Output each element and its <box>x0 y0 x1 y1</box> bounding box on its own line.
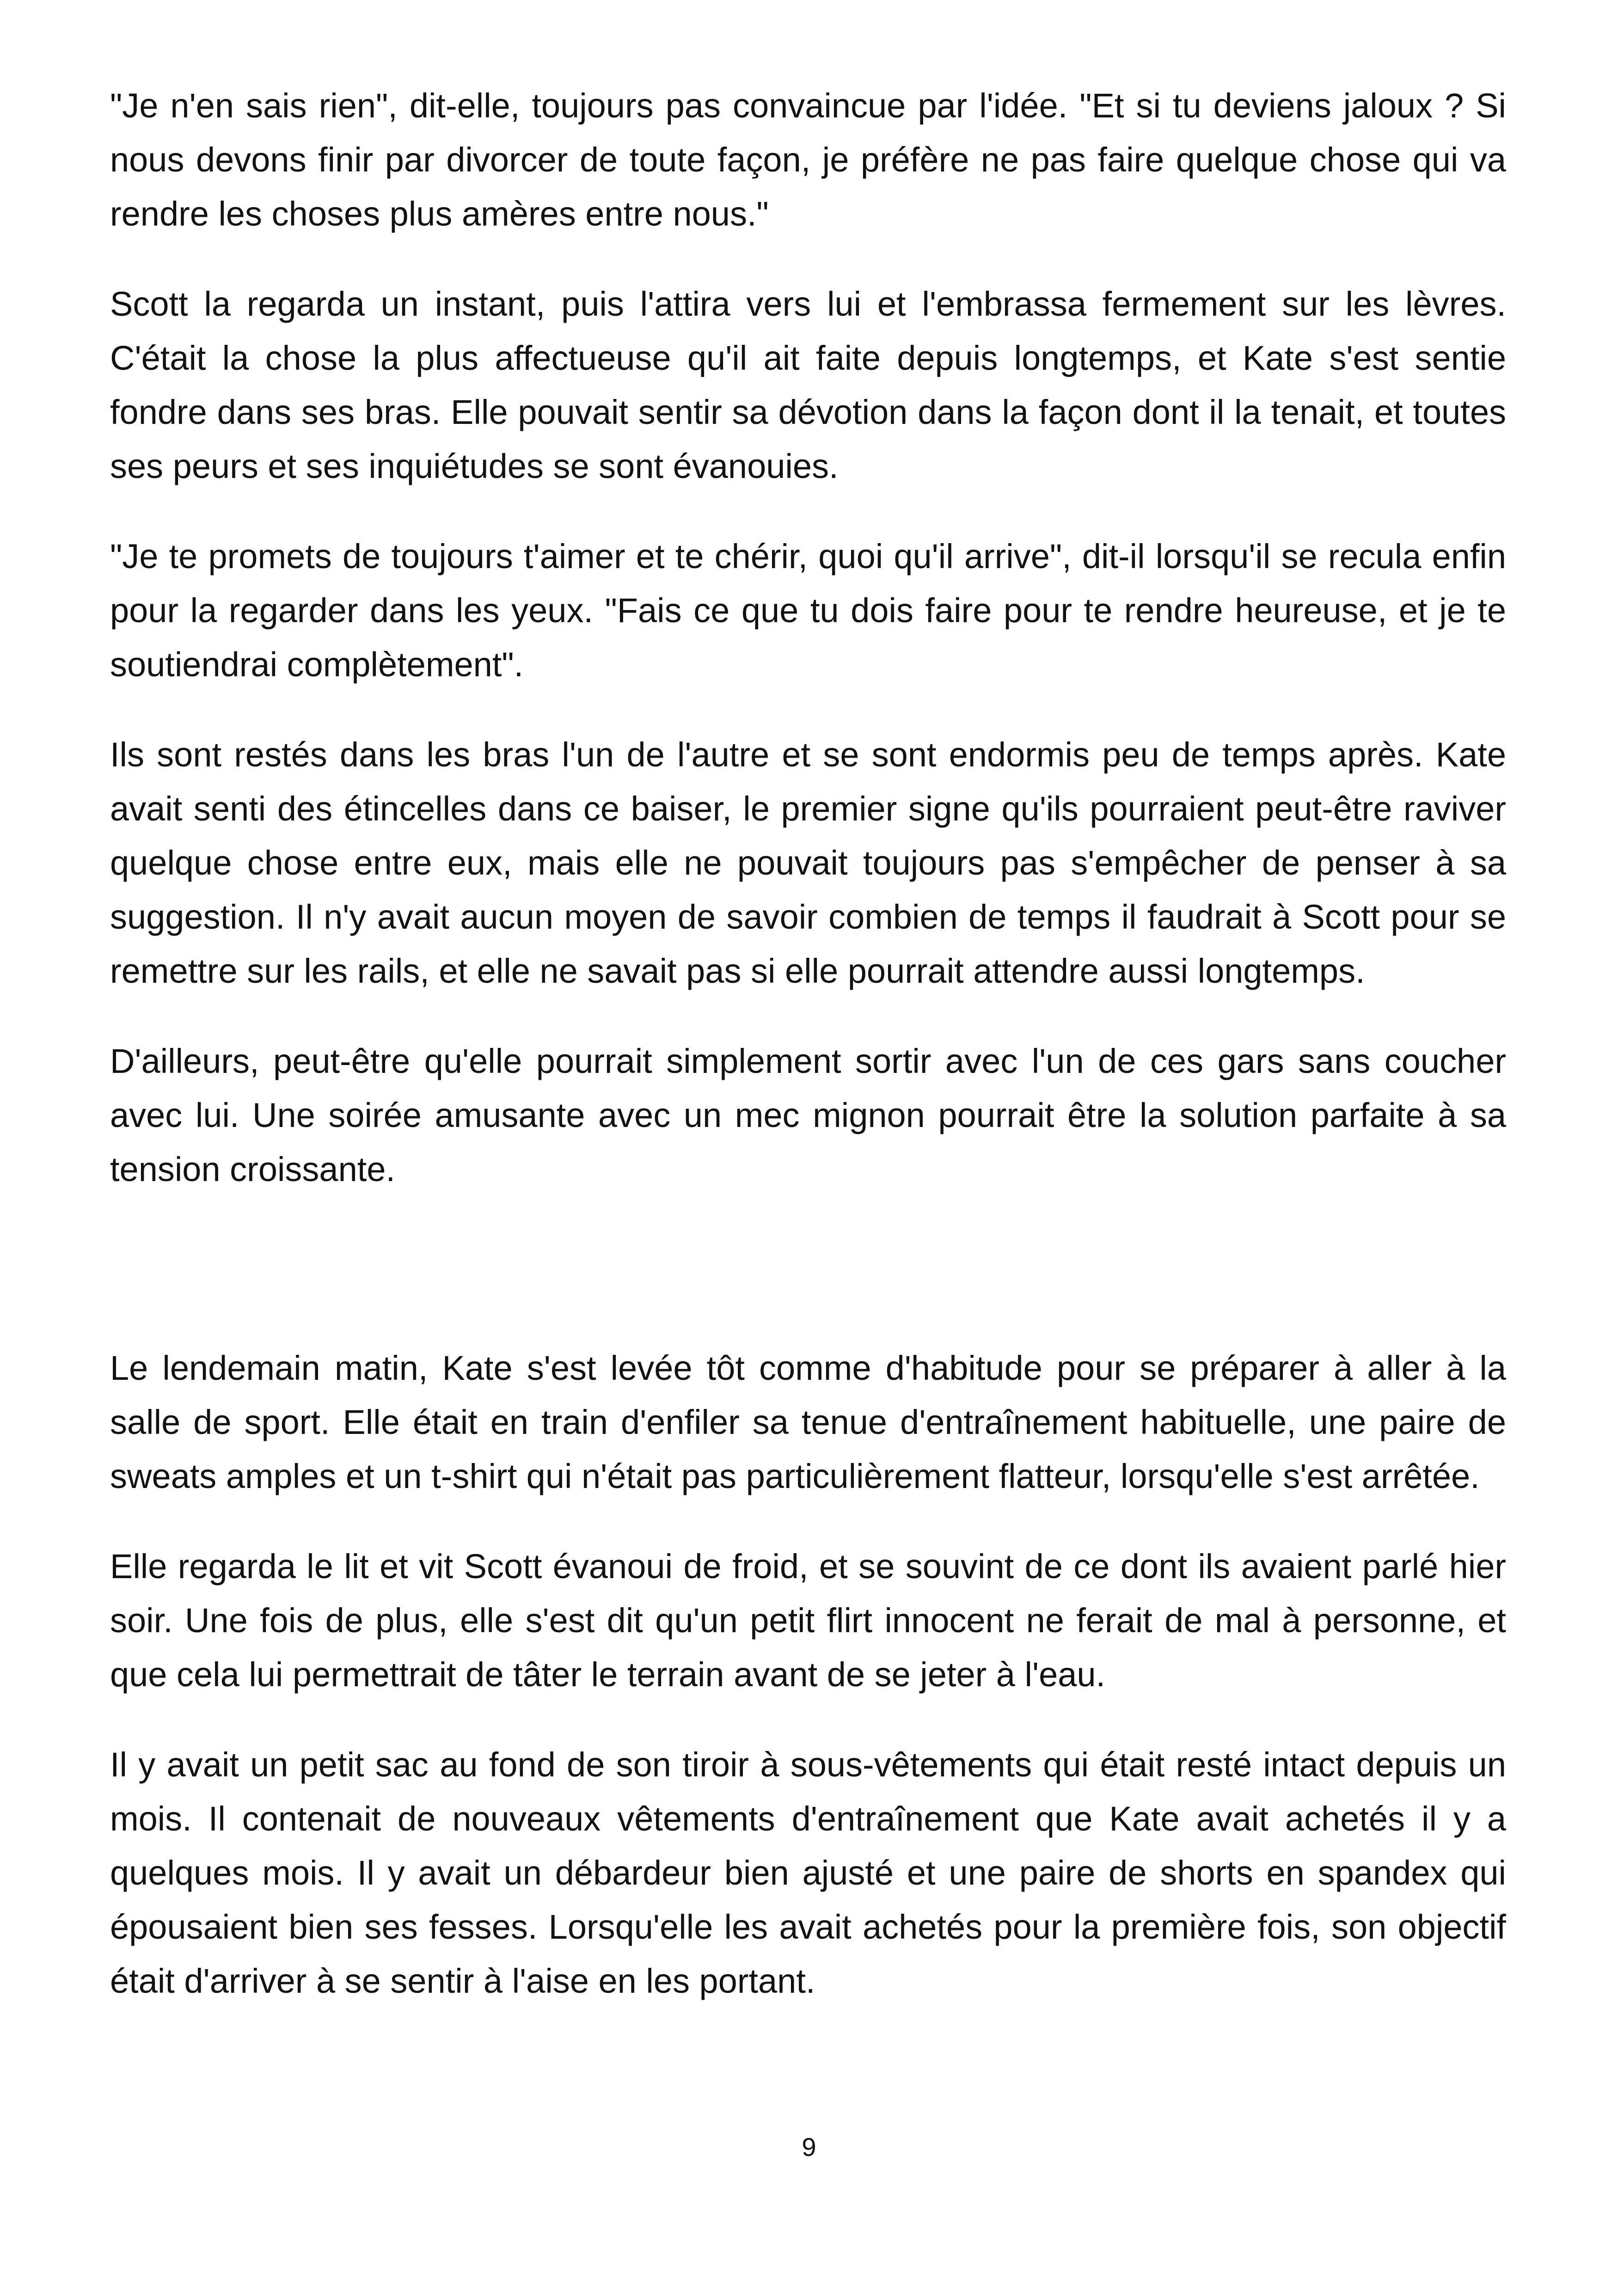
scene-break <box>110 1232 1506 1341</box>
body-text <box>110 79 1506 2044</box>
paragraph-5: D'ailleurs, peut-être qu'elle pourrait simplement sortir avec l'un de ces gars sans coucher avec lui. Une soirée amusante avec un mec mignon pourrait être la solution parfaite à sa tension croissante. <box>110 1042 1506 1188</box>
paragraph-7: Elle regarda le lit et vit Scott évanoui de froid, et se souvint de ce dont ils avaient parlé hier soir. Une fois de plus, elle s'est dit qu'un petit flirt innocent ne ferait de mal à personne, et que cela lui permettrait de tâter le terrain avant de se jeter à l'eau. <box>110 1547 1506 1694</box>
paragraph-2: Scott la regarda un instant, puis l'attira vers lui et l'embrassa fermement sur les lèvres. C'était la chose la plus affectueuse qu'il ait faite depuis longtemps, et Kate s'est sentie fondre dans ses bras. Elle pouvait sentir sa dévotion dans la façon dont il la tenait, et toutes ses peurs et ses inquiétudes se sont évanouies. <box>110 285 1506 485</box>
paragraph-4: Ils sont restés dans les bras l'un de l'autre et se sont endormis peu de temps après. Kate avait senti des étincelles dans ce baiser, le premier signe qu'ils pourraient peut-être raviver quelque chose entre eux, mais elle ne pouvait toujours pas s'empêcher de penser à sa suggestion. Il n'y avait aucun moyen de savoir combien de temps il faudrait à Scott pour se remettre sur les rails, et elle ne savait pas si elle pourrait attendre aussi longtemps. <box>110 735 1506 990</box>
paragraph-6: Le lendemain matin, Kate s'est levée tôt comme d'habitude pour se préparer à aller à la salle de sport. Elle était en train d'enfiler sa tenue d'entraînement habituelle, une paire de sweats amples et un t-shirt qui n'était pas particulièrement flatteur, lorsqu'elle s'est arrêtée. <box>110 1349 1506 1495</box>
paragraph-8: Il y avait un petit sac au fond de son tiroir à sous-vêtements qui était resté intact depuis un mois. Il contenait de nouveaux vêtements d'entraînement que Kate avait achetés il y a quelques mois. Il y avait un débardeur bien ajusté et une paire de shorts en spandex qui épousaient bien ses fesses. Lorsqu'elle les avait achetés pour la première fois, son objectif était d'arriver à se sentir à l'aise en les portant. <box>110 1745 1506 2000</box>
page-number: 9 <box>802 2132 816 2161</box>
paragraph-1: "Je n'en sais rien", dit-elle, toujours pas convaincue par l'idée. "Et si tu deviens jaloux ? Si nous devons finir par divorcer de toute façon, je préfère ne pas faire quelque chose qui va rendre les choses plus amères entre nous." <box>110 86 1506 233</box>
paragraph-3: "Je te promets de toujours t'aimer et te chérir, quoi qu'il arrive", dit-il lorsqu'il se recula enfin pour la regarder dans les yeux. "Fais ce que tu dois faire pour te rendre heureuse, et je te soutiendrai complètement". <box>110 537 1506 684</box>
